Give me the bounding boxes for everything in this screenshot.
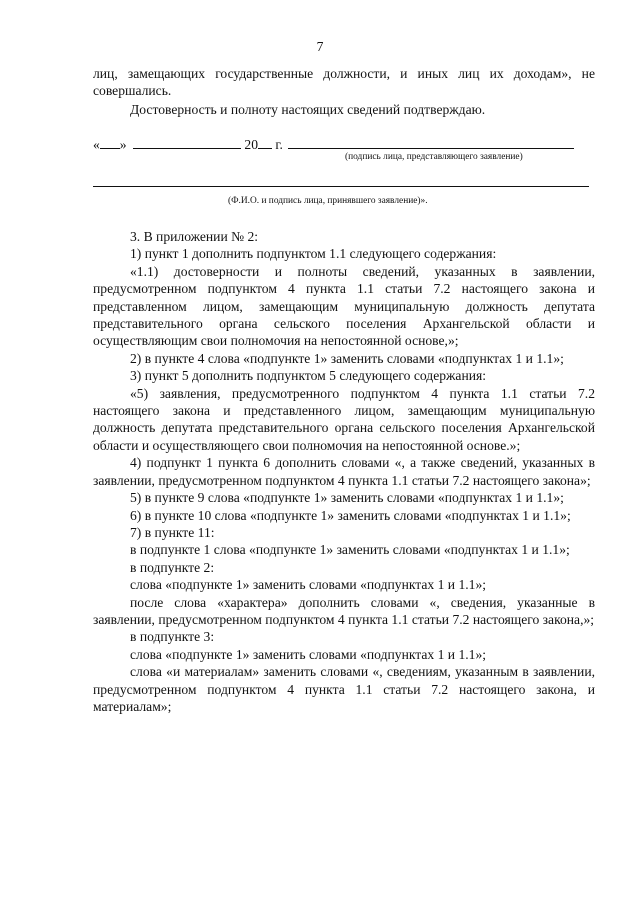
paragraph: 3) пункт 5 дополнить подпунктом 5 следующего содержания: (130, 368, 487, 384)
paragraph: слова «подпункте 1» заменить словами «подпунктах 1 и 1.1»; (130, 646, 487, 662)
paragraph: слова «подпункте 1» заменить словами «подпунктах 1 и 1.1»; (130, 577, 487, 593)
year-blank (258, 136, 272, 149)
signature-blank (288, 136, 574, 149)
year-prefix: 20 (244, 137, 258, 152)
year-suffix: г. (275, 137, 283, 152)
quote-open: « (93, 137, 100, 152)
paragraph: «5) заявления, предусмотренного подпунктом 4 пункта 1.1 статьи 7.2 настоящего закона и представленного лицом, замещающим муниципальную должность депутата представительного органа сельского поселения Архангельской области и осуществляющего свои полномочия на непостоянной основе.»; (93, 385, 595, 453)
top-section (93, 65, 595, 118)
paragraph: в подпункте 1 слова «подпункте 1» заменить словами «подпунктах 1 и 1.1»; (130, 542, 570, 558)
paragraph: 4) подпункт 1 пункта 6 дополнить словами «, а также сведений, указанных в заявлении, предусмотренном подпунктом 4 пункта 1.1 статьи 7.2 настоящего закона»; (93, 455, 595, 488)
quote-close: » (119, 137, 127, 152)
paragraph: 7) в пункте 11: (130, 524, 215, 540)
paragraph: в подпункте 2: (130, 559, 215, 575)
page-number: 7 (316, 39, 324, 54)
paragraph: 1) пункт 1 дополнить подпунктом 1.1 следующего содержания: (130, 246, 497, 262)
paragraph: слова «и материалам» заменить словами «, сведениям, указанным в заявлении, предусмотренном подпунктом 4 пункта 1.1 статьи 7.2 настоящего закона, и материалам»; (93, 664, 595, 714)
paragraph: после слова «характера» дополнить словами «, сведения, указанные в заявлении, предусмотренном подпунктом 4 пункта 1.1 статьи 7.2 настоящего закона,»; (93, 594, 595, 627)
name-signature-line (93, 186, 589, 187)
paragraph: «1.1) достоверности и полноты сведений, указанных в заявлении, предусмотренном подпунктом 4 пункта 1.1 статьи 7.2 настоящего закона и представленном лицом, замещающим муниципальную должность депутата представительного органа сельского поселения Архангельской области и осуществляющим свои полномочия на непостоянной основе,»; (93, 263, 595, 349)
month-blank (133, 136, 241, 149)
second-caption: (Ф.И.О. и подпись лица, принявшего заявление)». (228, 196, 428, 206)
amendments-section (93, 228, 595, 715)
paragraph: в подпункте 3: (130, 629, 215, 645)
paragraph: 5) в пункте 9 слова «подпункте 1» заменить словами «подпунктах 1 и 1.1»; (130, 490, 564, 506)
paragraph: лиц, замещающих государственные должности, и иных лиц их доходам», не совершались. (93, 66, 595, 99)
day-blank (100, 136, 120, 149)
paragraph: 6) в пункте 10 слова «подпункте 1» заменить словами «подпунктах 1 и 1.1»; (130, 507, 571, 523)
paragraph: 2) в пункте 4 слова «подпункте 1» заменить словами «подпунктах 1 и 1.1»; (130, 350, 564, 366)
signature-caption: (подпись лица, представляющего заявление) (345, 152, 523, 162)
confirmation-text: Достоверность и полноту настоящих сведений подтверждаю. (130, 101, 486, 117)
signature-row (93, 136, 595, 153)
paragraph: 3. В приложении № 2: (130, 229, 259, 244)
